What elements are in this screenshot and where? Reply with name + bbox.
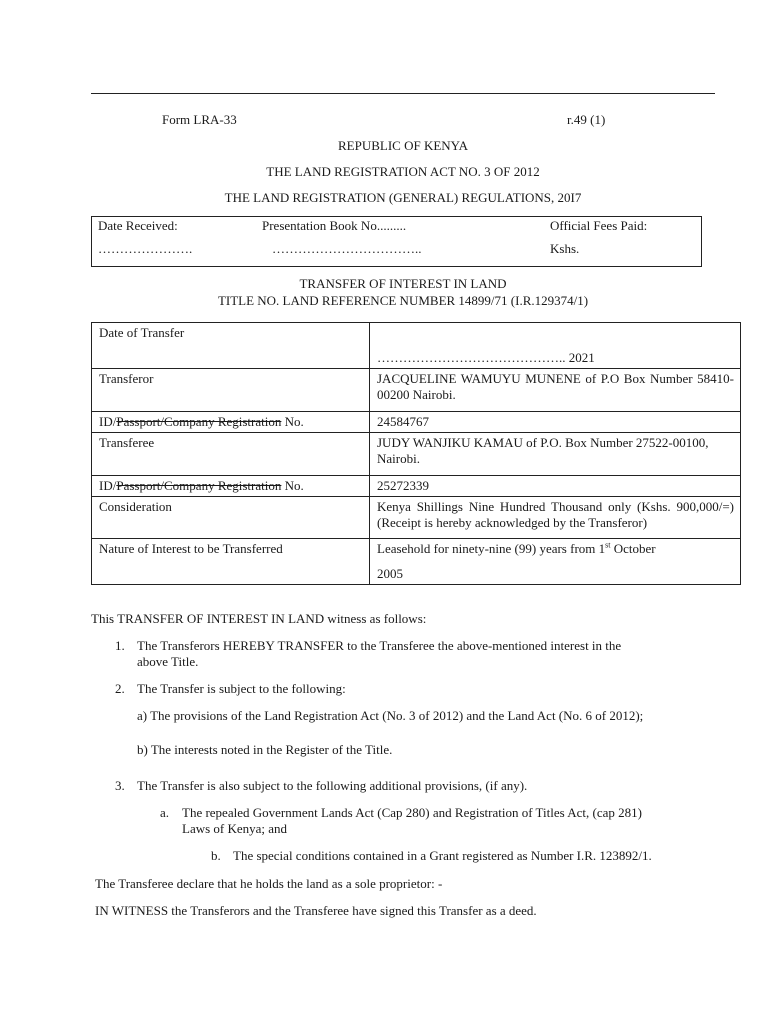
table-row bbox=[92, 476, 741, 497]
item-3-number: 3. bbox=[115, 778, 125, 793]
presentation-book-label: Presentation Book No......... bbox=[262, 218, 407, 233]
regulations-heading: THE LAND REGISTRATION (GENERAL) REGULATIONS, 20I7 bbox=[224, 190, 582, 205]
item-3-text: The Transfer is also subject to the following additional provisions, (if any). bbox=[137, 778, 528, 793]
nature-of-interest-value: Leasehold for ninety-nine (99) years from 1st October 2005 bbox=[370, 539, 741, 585]
consideration-value: Kenya Shillings Nine Hundred Thousand only (Kshs. 900,000/=) (Receipt is hereby acknowledged by the Transferor) bbox=[370, 497, 741, 539]
witness-clause: IN WITNESS the Transferors and the Transferee have signed this Transfer as a deed. bbox=[95, 903, 537, 918]
date-of-transfer-label: Date of Transfer bbox=[92, 323, 370, 369]
nature-of-interest-label: Nature of Interest to be Transferred bbox=[92, 539, 370, 585]
table-row bbox=[92, 412, 741, 433]
presentation-book-blank: …………………………….. bbox=[272, 241, 422, 256]
transferor-label: Transferor bbox=[92, 369, 370, 412]
item-3a-line-2: Laws of Kenya; and bbox=[182, 821, 288, 836]
transfer-details-table bbox=[91, 322, 741, 585]
item-2-b: b) The interests noted in the Register of the Title. bbox=[137, 742, 393, 757]
title-number: TITLE NO. LAND REFERENCE NUMBER 14899/71 (I.R.129374/1) bbox=[217, 293, 589, 308]
date-received-label: Date Received: bbox=[98, 218, 178, 233]
top-rule bbox=[91, 93, 715, 94]
transferee-value: JUDY WANJIKU KAMAU of P.O. Box Number 27522-00100, Nairobi. bbox=[370, 433, 741, 476]
form-number: Form LRA-33 bbox=[162, 112, 237, 127]
item-3b-text: The special conditions contained in a Grant registered as Number I.R. 123892/1. bbox=[233, 848, 652, 863]
rule-reference: r.49 (1) bbox=[567, 112, 606, 127]
item-2-a: a) The provisions of the Land Registration Act (No. 3 of 2012) and the Land Act (No. 6 of 2012); bbox=[137, 708, 644, 723]
official-fees-value: Kshs. bbox=[550, 241, 580, 256]
item-2-text: The Transfer is subject to the following: bbox=[137, 681, 346, 696]
official-fees-label: Official Fees Paid: bbox=[550, 218, 648, 233]
item-3a-number: a. bbox=[160, 805, 170, 820]
transferor-id-label: ID/Passport/Company Registration No. bbox=[92, 412, 370, 433]
transferee-id-label: ID/Passport/Company Registration No. bbox=[92, 476, 370, 497]
item-1-number: 1. bbox=[115, 638, 125, 653]
table-row bbox=[92, 497, 741, 539]
intro-text: This TRANSFER OF INTEREST IN LAND witness as follows: bbox=[91, 611, 427, 626]
republic-heading: REPUBLIC OF KENYA bbox=[337, 138, 468, 153]
date-of-transfer-value: …………………………………….. 2021 bbox=[370, 323, 741, 369]
transferor-value: JACQUELINE WAMUYU MUNENE of P.O Box Number 58410-00200 Nairobi. bbox=[370, 369, 741, 412]
transferor-id-value: 24584767 bbox=[370, 412, 741, 433]
item-3a-line-1: The repealed Government Lands Act (Cap 280) and Registration of Titles Act, (cap 281) bbox=[182, 805, 642, 820]
item-2-number: 2. bbox=[115, 681, 125, 696]
table-row bbox=[92, 369, 741, 412]
item-1-line-1: The Transferors HEREBY TRANSFER to the Transferee the above-mentioned interest in the bbox=[137, 638, 622, 653]
table-row bbox=[92, 323, 741, 369]
table-row bbox=[92, 433, 741, 476]
item-3b-number: b. bbox=[211, 848, 221, 863]
date-received-blank: …………………. bbox=[98, 241, 193, 256]
consideration-label: Consideration bbox=[92, 497, 370, 539]
transfer-title: TRANSFER OF INTEREST IN LAND bbox=[299, 276, 507, 291]
proprietor-declaration: The Transferee declare that he holds the land as a sole proprietor: - bbox=[95, 876, 443, 891]
table-row bbox=[92, 539, 741, 585]
transferee-id-value: 25272339 bbox=[370, 476, 741, 497]
item-1-line-2: above Title. bbox=[137, 654, 199, 669]
act-heading: THE LAND REGISTRATION ACT NO. 3 OF 2012 bbox=[266, 164, 540, 179]
transferee-label: Transferee bbox=[92, 433, 370, 476]
